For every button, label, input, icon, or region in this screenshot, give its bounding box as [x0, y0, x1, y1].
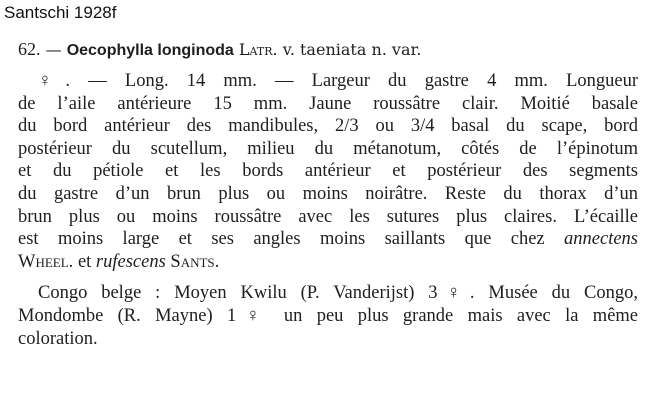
conjunction: et	[77, 251, 92, 272]
comparison-line	[18, 251, 638, 274]
description-line-with-species	[18, 228, 638, 251]
description-line: ♀. — Long. 14 mm. — Largeur du gastre 4 mm. Longueur	[38, 71, 638, 91]
description-line: de l’aile antérieure 15 mm. Jaune roussâtre clair. Moitié basale	[18, 93, 638, 114]
species-name: rufescens	[95, 251, 166, 272]
reference-label: Santschi 1928f	[4, 3, 117, 22]
description-line: du gastre d’un brun plus ou moins noirâtre. Reste du thorax d’un	[18, 183, 638, 204]
description-line: brun plus ou moins roussâtre avec les sutures plus claires. L’écaille	[18, 206, 638, 227]
locality-paragraph	[18, 282, 638, 350]
scanned-text-block	[18, 38, 638, 350]
heading-dash: —	[45, 40, 62, 59]
locality-line: Congo belge : Moyen Kwilu (P. Vanderijst) 3♀. Musée du Congo,	[38, 283, 638, 304]
locality-line: Mondombe (R. Mayne) 1♀ un peu plus grande mais avec la même	[18, 305, 638, 326]
description-line-text: est moins large et ses angles moins saillants que chez	[18, 229, 545, 250]
taxon-name: Oecophylla longinoda	[66, 42, 234, 59]
taxon-heading	[18, 38, 638, 62]
locality-line: coloration.	[18, 328, 98, 349]
description-paragraph	[18, 70, 638, 273]
taxon-author: Latr.	[238, 40, 278, 59]
taxon-rank: v. taeniata n. var.	[282, 40, 422, 59]
species-name: annectens	[564, 229, 638, 250]
description-line: et du pétiole et les bords antérieur et postérieur des segments	[18, 161, 638, 182]
description-line: postérieur du scutellum, milieu du métanotum, côtés de l’épinotum	[18, 138, 638, 159]
description-line: du bord antérieur des mandibules, 2/3 ou 3/4 basal du scape, bord	[18, 116, 638, 137]
entry-number: 62.	[18, 39, 41, 59]
species-author: Wheel.	[18, 251, 74, 272]
species-author: Sants.	[170, 251, 220, 272]
